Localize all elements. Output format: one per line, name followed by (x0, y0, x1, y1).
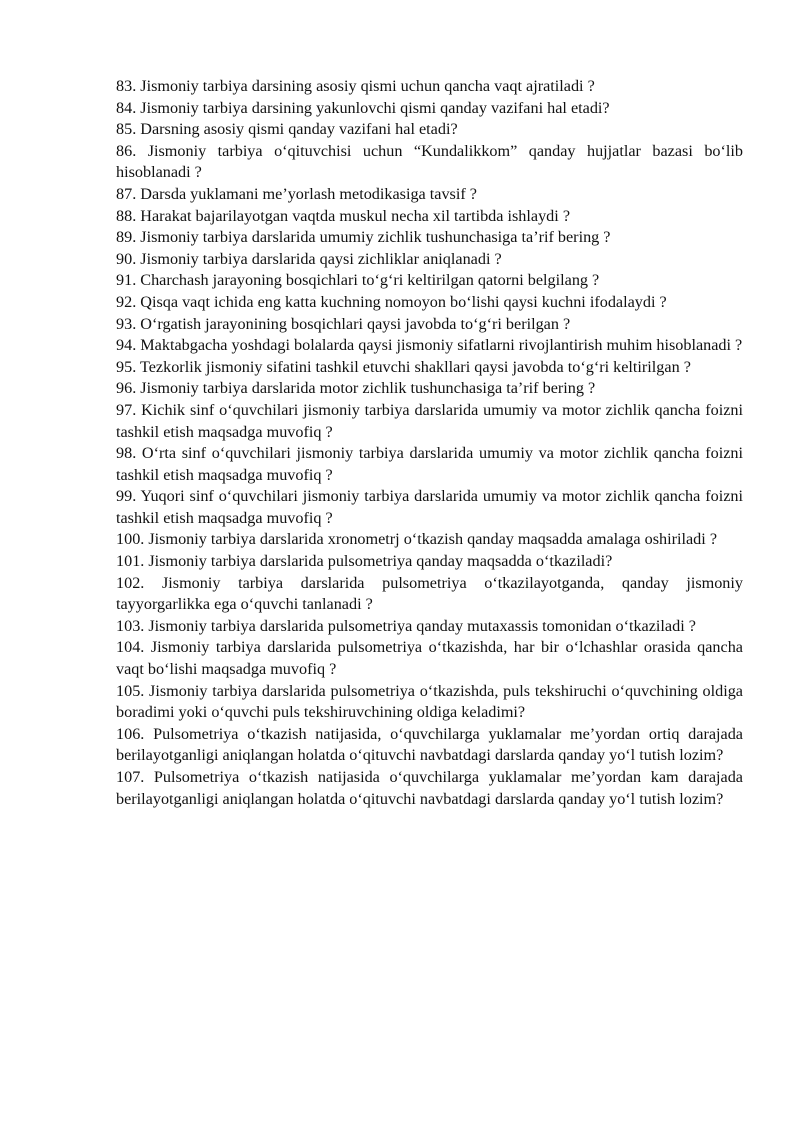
question-100: 100. Jismoniy tarbiya darslarida xronometrj o‘tkazish qanday maqsadda amalaga oshiriladi ? (116, 530, 718, 549)
question-105: 105. Jismoniy tarbiya darslarida pulsometriya o‘tkazishda, puls tekshiruchi o‘quvchining oldiga boradimi yoki o‘quvchi puls tekshiruvchining oldiga keladimi? (116, 681, 743, 722)
question-101: 101. Jismoniy tarbiya darslarida pulsometriya qanday maqsadda o‘tkaziladi? (116, 552, 613, 571)
question-99: 99. Yuqori sinf o‘quvchilari jismoniy tarbiya darslarida umumiy va motor zichlik qancha foizni tashkil etish maqsadga muvofiq ? (116, 487, 743, 527)
question-91: 91. Charchash jarayoning bosqichlari to‘g‘ri keltirilgan qatorni belgilang ? (116, 271, 600, 290)
question-107: 107. Pulsometriya o‘tkazish natijasida o‘quvchilarga yuklamalar me’yordan kam darajada berilayotganligi aniqlangan holatda o‘qituvchi navbatdagi darslarda qanday yo‘l tutish lozim? (116, 768, 743, 808)
question-103: 103. Jismoniy tarbiya darslarida pulsometriya qanday mutaxassis tomonidan o‘tkaziladi ? (116, 616, 696, 635)
question-83: 83. Jismoniy tarbiya darsining asosiy qismi uchun qancha vaqt ajratiladi ? (116, 77, 595, 95)
question-90: 90. Jismoniy tarbiya darslarida qaysi zichliklar aniqlanadi ? (116, 249, 502, 268)
question-84: 84. Jismoniy tarbiya darsining yakunlovchi qismi qanday vazifani hal etadi? (116, 98, 610, 117)
question-96: 96. Jismoniy tarbiya darslarida motor zichlik tushunchasiga ta’rif bering ? (116, 379, 596, 398)
question-102: 102. Jismoniy tarbiya darslarida pulsometriya o‘tkazilayotganda, qanday jismoniy tayyorgarlikka ega o‘quvchi tanlanadi ? (116, 573, 743, 614)
question-92: 92. Qisqa vaqt ichida eng katta kuchning nomoyon bo‘lishi qaysi kuchni ifodalaydi ? (116, 292, 667, 311)
question-89: 89. Jismoniy tarbiya darslarida umumiy zichlik tushunchasiga ta’rif bering ? (116, 228, 611, 247)
question-106: 106. Pulsometriya o‘tkazish natijasida, o‘quvchilarga yuklamalar me’yordan ortiq darajada berilayotganligi aniqlangan holatda o‘qituvchi navbatdagi darslarda qanday yo‘l tutish lozim? (116, 724, 743, 765)
question-86: 86. Jismoniy tarbiya o‘qituvchisi uchun “Kundalikkom” qanday hujjatlar bazasi bo‘lib hisoblanadi ? (116, 141, 743, 182)
question-93: 93. O‘rgatish jarayonining bosqichlari qaysi javobda to‘g‘ri berilgan ? (116, 314, 571, 333)
question-104: 104. Jismoniy tarbiya darslarida pulsometriya o‘tkazishda, har bir o‘lchashlar orasida qancha vaqt bo‘lishi maqsadga muvofiq ? (116, 638, 743, 679)
question-list (116, 76, 743, 810)
question-95: 95. Tezkorlik jismoniy sifatini tashkil etuvchi shakllari qaysi javobda to‘g‘ri keltirilgan ? (116, 357, 691, 376)
question-85: 85. Darsning asosiy qismi qanday vazifani hal etadi? (116, 120, 458, 139)
question-98: 98. O‘rta sinf o‘quvchilari jismoniy tarbiya darslarida umumiy va motor zichlik qancha foizni tashkil etish maqsadga muvofiq ? (116, 444, 743, 484)
question-94: 94. Maktabgacha yoshdagi bolalarda qaysi jismoniy sifatlarni rivojlantirish muhim hisoblanadi ? (116, 336, 743, 355)
question-87: 87. Darsda yuklamani me’yorlash metodikasiga tavsif ? (116, 184, 477, 203)
question-97: 97. Kichik sinf o‘quvchilari jismoniy tarbiya darslarida umumiy va motor zichlik qancha foizni tashkil etish maqsadga muvofiq ? (116, 400, 743, 441)
question-88: 88. Harakat bajarilayotgan vaqtda muskul necha xil tartibda ishlaydi ? (116, 206, 571, 225)
